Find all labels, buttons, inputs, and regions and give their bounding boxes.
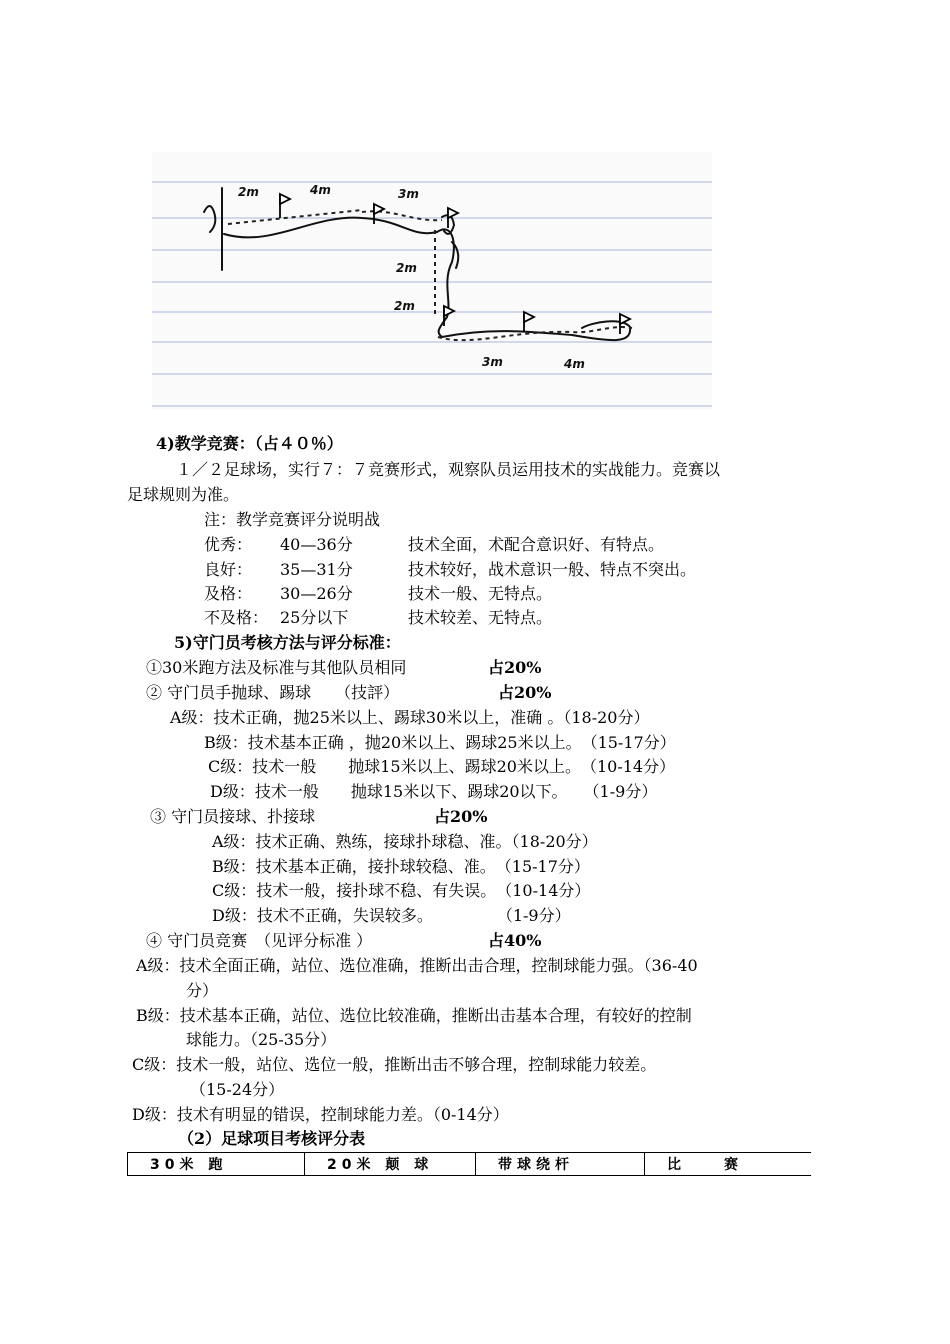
item-1-weight: 占20%: [488, 658, 542, 677]
dim-label: 2m: [394, 299, 415, 313]
section-4-heading: 4)教学竞赛：（占４０％）: [156, 434, 343, 453]
dim-label: 4m: [564, 357, 585, 371]
item-3-level: C级：技术一般，接扑球不稳、有失误。 （10-14分）: [212, 881, 591, 900]
item-2-level: A级：技术正确，抛25米以上、踢球30米以上，准确 。（18-20分）: [170, 708, 650, 727]
table-header-cell: 比 赛: [645, 1153, 812, 1176]
dim-label: 2m: [396, 261, 417, 275]
grade-score: 25分以下: [280, 608, 349, 627]
grade-name: 良好：: [204, 560, 253, 579]
grade-name: 及格：: [204, 584, 253, 603]
item-2-level: D级：技术一般 抛球15米以下、踢球20以下。 （1-9分）: [210, 782, 658, 801]
dribbling-course-sketch: [152, 152, 712, 410]
grade-score: 35—31分: [280, 560, 353, 579]
item-4-level-cont: 分）: [186, 981, 219, 1000]
item-4-level: B级：技术基本正确，站位、选位比较准确，推断出击基本合理，有较好的控制: [136, 1006, 692, 1025]
item-3-level: A级：技术正确、熟练，接球扑球稳、准。（18-20分）: [212, 832, 598, 851]
item-2-level: C级：技术一般 抛球15米以上、踢球20米以上。 （10-14分）: [208, 757, 676, 776]
grade-desc: 技术一般、无特点。: [408, 584, 553, 603]
item-2-level: B级：技术基本正确 ，抛20米以上、踢球25米以上。 （15-17分）: [204, 733, 676, 752]
grade-score: 40—36分: [280, 535, 353, 554]
item-4-level-cont: （15-24分）: [190, 1080, 285, 1099]
grade-desc: 技术较好，战术意识一般、特点不突出。: [408, 560, 697, 579]
item-4-level: C级：技术一般，站位、选位一般，推断出击不够合理，控制球能力较差。: [132, 1055, 657, 1074]
section-4-paragraph: １／２足球场，实行７：７竞赛形式，观察队员运用技术的实战能力。竞赛以: [176, 460, 721, 479]
section-4-note: 注：教学竞赛评分说明战: [204, 510, 381, 529]
grade-desc: 技术全面，术配合意识好、有特点。: [408, 535, 665, 554]
item-2-weight: 占20%: [498, 683, 552, 702]
table-title: （2）足球项目考核评分表: [178, 1129, 366, 1148]
item-4-weight: 占40%: [488, 931, 542, 950]
item-2-text: ② 守门员手抛球、踢球 （技評）: [146, 683, 400, 702]
item-3-weight: 占20%: [434, 807, 488, 826]
grade-desc: 技术较差、无特点。: [408, 608, 553, 627]
table-header-cell: 带球绕杆: [476, 1153, 645, 1176]
grade-score: 30—26分: [280, 584, 353, 603]
dim-label: 3m: [398, 187, 419, 201]
grade-name: 不及格：: [204, 608, 269, 627]
score-table: [127, 1152, 811, 1176]
item-4-level: A级：技术全面正确，站位、选位准确，推断出击合理，控制球能力强。（36-40: [136, 956, 698, 975]
section-4-paragraph-cont: 足球规则为准。: [127, 485, 240, 504]
item-4-level: D级：技术有明显的错误，控制球能力差。（0-14分）: [132, 1105, 509, 1124]
item-4-level-cont: 球能力。（25-35分）: [186, 1030, 337, 1049]
item-3-text: ③ 守门员接球、扑接球: [150, 807, 316, 826]
item-3-level: B级：技术基本正确，接扑球较稳、准。 （15-17分）: [212, 857, 590, 876]
dim-label: 3m: [482, 355, 503, 369]
dim-label: 2m: [238, 185, 259, 199]
table-header-row: [128, 1153, 812, 1176]
item-4-text: ④ 守门员竞赛 （见评分标准 ）: [146, 931, 373, 950]
section-5-heading: 5)守门员考核方法与评分标准：: [174, 633, 401, 652]
item-1-text: ①30米跑方法及标准与其他队员相同: [146, 658, 407, 677]
grade-name: 优秀：: [204, 535, 253, 554]
dim-label: 4m: [310, 183, 331, 197]
table-header-cell: 20米 颠 球: [305, 1153, 476, 1176]
item-3-level: D级：技术不正确，失误较多。 （1-9分）: [212, 906, 571, 925]
table-header-cell: 30米 跑: [128, 1153, 305, 1176]
